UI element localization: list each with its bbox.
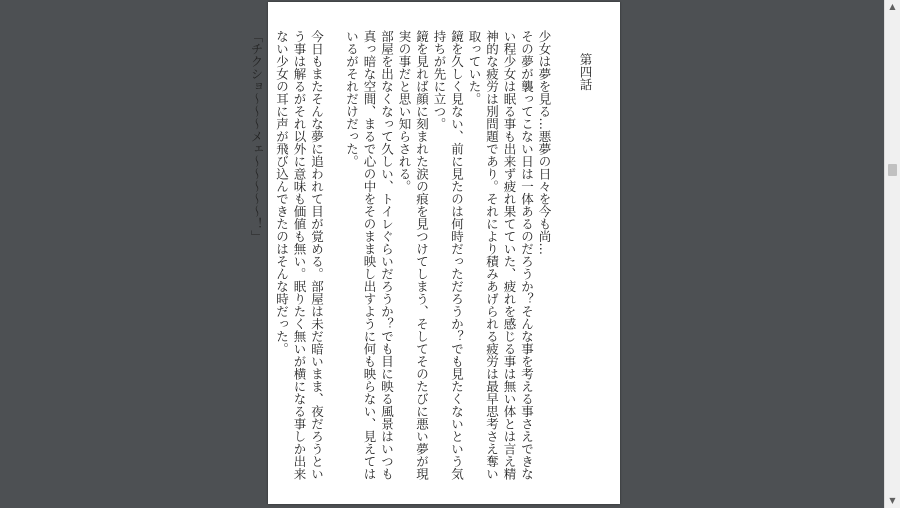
scroll-down-arrow-icon[interactable]: ▼ <box>889 496 896 505</box>
document-page <box>249 2 620 504</box>
scrollbar-thumb[interactable] <box>888 164 897 176</box>
paragraph: その夢が襲ってこない日は一体あるのだろうか？そんな事を考える事さえできない程少女は眠る事も出来ず疲れ果てていた、疲れを感じる事は無い体とは言え精神的な疲労は別問題であり。それにより積みあげられる疲労は最早思考さえ奪い取っていた。 <box>467 30 535 480</box>
chapter-title: 第四話 <box>578 53 593 91</box>
scroll-up-arrow-icon[interactable]: ▲ <box>889 2 896 11</box>
paragraph: 鏡を見れば顔に刻まれた涙の痕を見つけてしまう、そしてそのたびに悪い夢が現実の事だと思い知らされる。 <box>397 30 430 480</box>
blank-line <box>553 30 571 490</box>
paragraph: 鏡を久しく見ない、前に見たのは何時だっただろうか？でも見たくないという気持ちが先に立つ。 <box>432 30 465 480</box>
vertical-text-block <box>248 30 595 490</box>
vertical-scrollbar[interactable] <box>884 0 900 508</box>
paragraph: 今日もまたそんな夢に追われて目が覚める。部屋は未だ暗いまま、夜だろうという事は解るがそれ以外に意味も価値も無い。眠りたく無いが横になる事しか出来ない少女の耳に声が飛び込んできたのはそんな時だった。 <box>274 30 325 480</box>
blank-line <box>326 30 344 490</box>
dialogue-line: 「チクショ〜〜〜メェ〜〜〜〜〜！」 <box>249 30 264 243</box>
paragraph: 部屋を出なくなって久しい、トイレぐらいだろうか？でも目に映る風景はいつも真っ暗な空間、まるで心の中をそのまま映し出すように何も映らない、見えてはいるがそれだけだった。 <box>344 30 395 480</box>
paragraph: 少女は夢を見る…悪夢の日々を今も尚… <box>537 30 552 255</box>
